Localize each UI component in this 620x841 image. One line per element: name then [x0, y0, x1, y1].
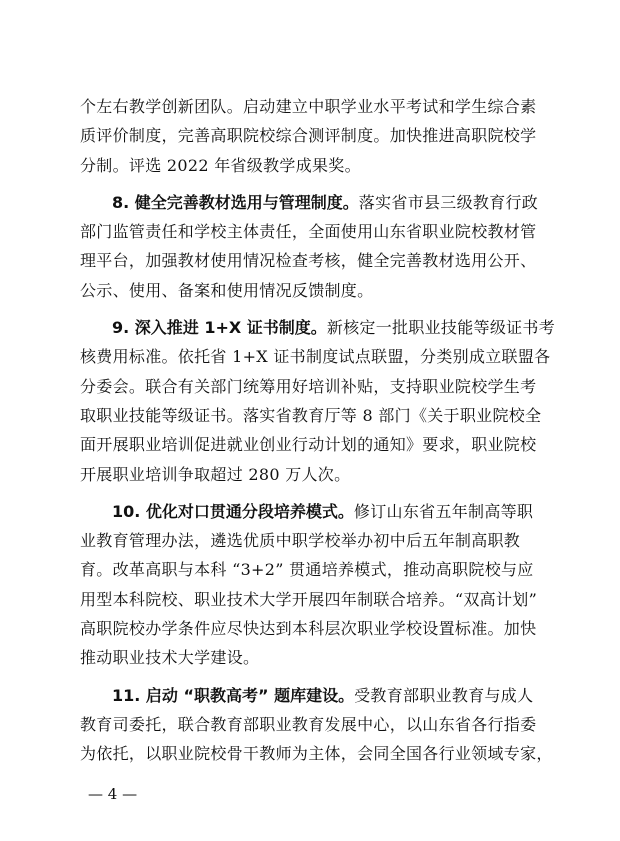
paragraph-item-10: [80, 497, 544, 673]
paragraph-item-9: [80, 313, 556, 489]
text-line: 教育司委托，联合教育部职业教育发展中心，以山东省各行指委: [80, 714, 537, 734]
item-heading: 9. 深入推进 1+X 证书制度。: [112, 318, 327, 338]
document-body: [80, 92, 556, 777]
text-line: 取职业技能等级证书。落实省教育厅等 8 部门《关于职业院校全: [80, 405, 542, 425]
page-number: — 4 —: [88, 785, 138, 803]
text-line: 部门监管责任和学校主体责任，全面使用山东省职业院校教材管: [80, 222, 537, 242]
text-run: 落实省市县三级教育行政: [358, 192, 539, 212]
text-line: 面开展职业培训促进就业创业行动计划的通知》要求，职业院校: [80, 435, 537, 455]
paragraph-item-11: [80, 681, 553, 769]
text-line: 分制。评选 2022 年省级教学成果奖。: [80, 155, 361, 175]
text-line: 用型本科院校、职业技术大学开展四年制联合培养。“双高计划”: [80, 589, 538, 609]
text-line: 推动职业技术大学建设。: [80, 648, 260, 668]
text-line: [80, 188, 544, 217]
text-line: 个左右教学创新团队。启动建立中职学业水平考试和学生综合素: [80, 97, 537, 116]
text-line: 理平台，加强教材使用情况检查考核，健全完善教材选用公开、: [80, 251, 537, 271]
item-heading: 10. 优化对口贯通分段培养模式。: [112, 501, 354, 521]
paragraph-continuation: [80, 92, 544, 180]
text-line: 公示、使用、备案和使用情况反馈制度。: [80, 280, 374, 300]
text-run: 新核定一批职业技能等级证书考: [326, 318, 556, 338]
text-line: 高职院校办学条件应尽快达到本科层次职业学校设置标准。加快: [80, 619, 537, 639]
paragraph-item-8: [80, 188, 544, 305]
item-heading: 8. 健全完善教材选用与管理制度。: [112, 192, 359, 212]
text-line: [80, 681, 544, 710]
text-line: 育。改革高职与本科 “3+2” 贯通培养模式，推动高职院校与应: [80, 560, 534, 580]
text-run: 修订山东省五年制高等职: [353, 501, 534, 521]
text-line: 为依托，以职业院校骨干教师为主体，会同全国各行业领域专家，: [80, 744, 553, 764]
text-run: 受教育部职业教育与成人: [354, 685, 534, 705]
text-line: [80, 497, 544, 526]
text-line: [80, 313, 556, 342]
text-line: 核费用标准。依托省 1+X 证书制度试点联盟，分类别成立联盟各: [80, 347, 551, 367]
text-line: 质评价制度，完善高职院校综合测评制度。加快推进高职院校学: [80, 126, 537, 146]
text-line: 业教育管理办法，遴选优质中职学校举办初中后五年制高职教: [80, 531, 521, 551]
text-line: 开展职业培训争取超过 280 万人次。: [80, 464, 351, 484]
text-line: 分委会。联合有关部门统筹用好培训补贴，支持职业院校学生考: [80, 376, 537, 396]
item-heading: 11. 启动 “职教高考” 题库建设。: [112, 685, 355, 705]
